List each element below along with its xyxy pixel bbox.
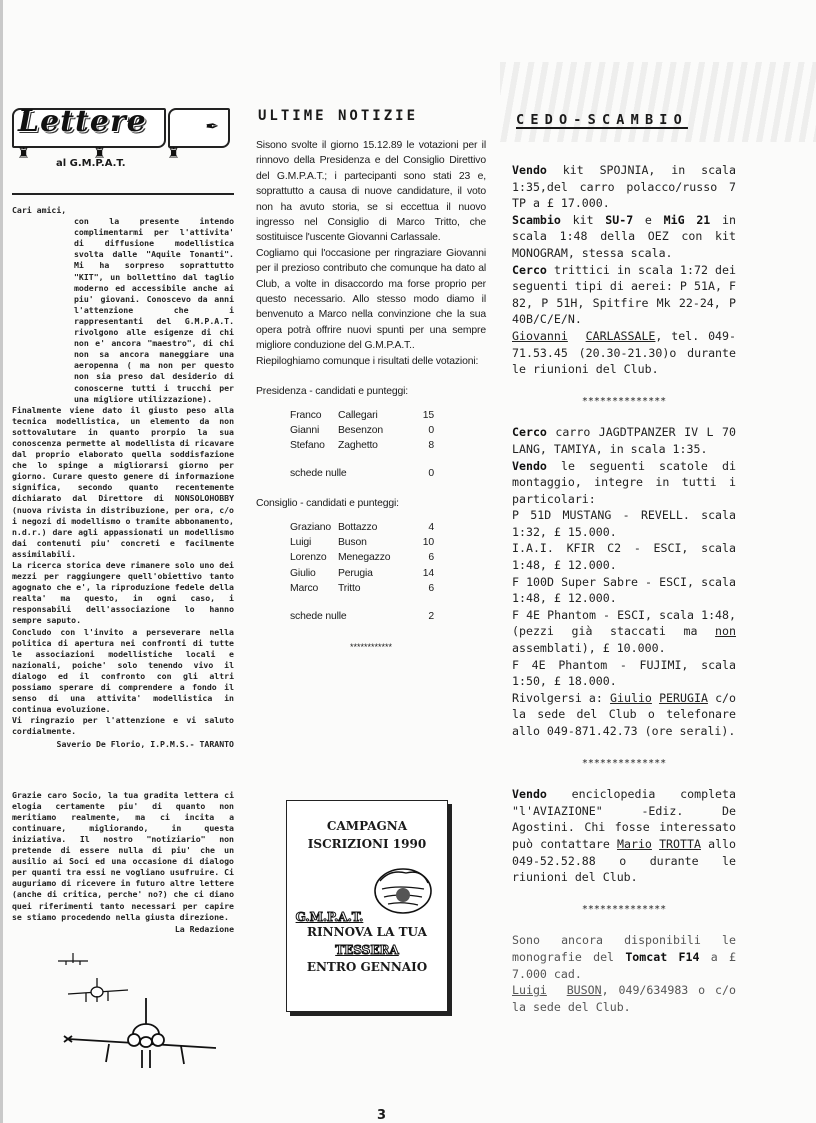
poster-line: CAMPAGNA xyxy=(326,819,408,833)
candidate-score: 14 xyxy=(422,567,434,579)
null-ballots-count: 0 xyxy=(428,467,434,479)
membership-campaign-poster xyxy=(286,800,448,1012)
letter-paragraph: Vi ringrazio per l'attenzione e vi saluto cordialmente. xyxy=(12,715,234,737)
table-row xyxy=(290,438,434,453)
kit-listing: P 51D MUSTANG - REVELL. scala 1:32, £ 15.000. xyxy=(512,508,736,539)
classified-ad xyxy=(512,162,736,378)
jet-small-icon xyxy=(58,953,88,965)
emphasis-text: non xyxy=(715,624,736,639)
candidate-first-name: Lorenzo xyxy=(290,552,327,564)
ad-keyword: MiG 21 xyxy=(663,212,711,227)
presidency-results-table xyxy=(290,408,434,482)
classifieds-column xyxy=(512,112,736,1015)
ad-text: a £ 7.000 cad. xyxy=(512,949,736,981)
null-ballots-count: 2 xyxy=(428,610,434,622)
contact-details: , 049/634983 o c/o la sede del Club. xyxy=(512,983,736,1014)
classified-ad xyxy=(512,424,736,739)
reply-signature: La Redazione xyxy=(174,923,234,934)
table-row xyxy=(290,566,434,581)
null-ballots-label: schede nulle xyxy=(290,610,347,622)
candidate-first-name: Gianni xyxy=(290,424,320,436)
ad-text: enciclopedia completa "l'AVIAZIONE" -Ediz. De Agostini. Chi fosse interessato può contattare xyxy=(512,787,736,851)
news-body xyxy=(256,138,486,655)
letters-logo xyxy=(8,100,238,175)
news-column xyxy=(256,108,486,655)
contact-first-name: Giulio xyxy=(610,690,652,705)
poster-line: ISCRIZIONI 1990 xyxy=(307,837,427,851)
candidate-first-name: Stefano xyxy=(290,440,325,452)
candidate-score: 4 xyxy=(428,521,434,533)
ad-keyword: Vendo xyxy=(512,458,547,473)
candidate-last-name: Menegazzo xyxy=(338,552,391,564)
ad-text: Sono ancora disponibili le monografie del xyxy=(512,933,736,964)
classified-ad xyxy=(512,786,736,886)
ad-keyword: SU-7 xyxy=(605,212,634,227)
classifieds-title: CEDO-SCAMBIO xyxy=(516,112,688,128)
table-row xyxy=(290,550,434,565)
table-row xyxy=(290,423,434,438)
inkwell-icon: ♜ xyxy=(168,142,179,163)
reply-text: Grazie caro Socio, la tua gradita lettera ci elogia certamente piu' di quanto non meritiamo realmente, ma ci incita a continuare, migliorando, in questa iniziativa. Il nostro "notiziario" non pretende di essere nulla di piu' che un ausilio ai Soci ed una occasione di dialogo per quanti tra essi ne vogliano usufruire. Ci auguriamo di ricevere in futuro altre lettere (anche di critica, perche' no?) che ci diano quei riferimenti tanto necessari per capire se stiamo procedendo nella giusta direzione. xyxy=(12,789,234,922)
kit-listing-text: F 4E Phantom - ESCI, scala 1:48, (pezzi già staccati ma xyxy=(512,607,736,639)
contact-first-name: Giovanni xyxy=(512,328,568,343)
kit-listing-text: assemblati), £ 10.000. xyxy=(512,641,666,656)
jet-fighters-illustration xyxy=(36,950,216,1070)
candidate-last-name: Perugia xyxy=(338,567,373,579)
pointing-fist-icon xyxy=(368,859,438,919)
section-separator: ************** xyxy=(581,757,667,769)
contact-last-name: BUSON xyxy=(566,983,602,998)
section-separator: ************ xyxy=(349,641,393,652)
ad-keyword: Cerco xyxy=(512,262,547,277)
kit-listing: F 4E Phantom - FUJIMI, scala 1:50, £ 18.000. xyxy=(512,657,736,689)
ad-keyword: Scambio xyxy=(512,212,561,227)
candidate-last-name: Zaghetto xyxy=(338,440,378,452)
ad-text: kit xyxy=(560,212,606,227)
greeting: Cari amici, xyxy=(12,205,67,215)
editorial-reply xyxy=(12,790,234,935)
letter-paragraph: La ricerca storica deve rimanere solo uno dei mezzi per raggiungere quell'obiettivo tanto agognato che e', la riproduzione fedele della realta' ma questo, in ogni caso, i responsabili dell'associazione lo hanno sempre saputo. xyxy=(12,560,234,626)
ad-keyword: Cerco xyxy=(512,425,547,440)
candidate-first-name: Graziano xyxy=(290,521,331,533)
candidate-first-name: Marco xyxy=(290,583,319,595)
contact-first-name: Mario xyxy=(617,836,652,851)
candidate-score: 0 xyxy=(428,424,434,436)
reader-letter xyxy=(8,205,238,935)
candidate-first-name: Luigi xyxy=(290,536,312,548)
page-number: 3 xyxy=(377,1108,387,1123)
jet-medium-icon xyxy=(68,978,128,1002)
ad-text: carro JAGDTPANZER IV L 70 LANG, TAMIYA, in scala 1:35. xyxy=(512,425,736,456)
section-separator: ************** xyxy=(581,903,667,915)
candidate-score: 6 xyxy=(428,552,434,564)
null-ballots-label: schede nulle xyxy=(290,467,347,479)
candidate-score: 6 xyxy=(428,583,434,595)
candidate-last-name: Buson xyxy=(338,536,367,548)
contact-details: c/o la sede del Club o telefonare allo 049-871.42.73 (ore serali). xyxy=(512,690,737,738)
candidate-score: 15 xyxy=(422,409,434,421)
candidate-last-name: Besenzon xyxy=(338,424,384,436)
ad-keyword: Tomcat F14 xyxy=(625,949,700,964)
candidate-last-name: Tritto xyxy=(338,583,361,595)
news-title: ULTIME NOTIZIE xyxy=(258,108,419,124)
poster-brand: G.M.P.A.T. xyxy=(295,910,364,924)
candidate-score: 10 xyxy=(422,536,434,548)
kit-listing: I.A.I. KFIR C2 - ESCI, scala 1:48, £ 12.000. xyxy=(512,541,736,573)
divider xyxy=(12,193,234,195)
council-results-table xyxy=(290,520,434,624)
ad-text: e xyxy=(633,212,664,227)
kit-listing xyxy=(512,607,736,657)
contact-last-name: PERUGIA xyxy=(659,690,708,705)
table-row xyxy=(290,581,434,596)
letter-paragraph: Finalmente viene dato il giusto peso alla tecnica modellistica, un elemento da non sottovalutare in quanto prorpio la sua conoscenza permette al modellista di ricavare dal proprio elaborato quella soddisfazione che lo spinge a migliorarsi giorno per giorno. Curare questo genere di informazione significa, secondo quanto recentemente dichiarato dal Direttore di NONSOLOHOBBY (nuova rivista in distribuzione, per ora, c/o i negozi di modellismo o tramite abbonamento, n.d.r.) dare agli appassionati un modellismo dai contenuti piu' concreti e facilmente assimilabili. xyxy=(12,404,234,559)
ad-keyword: Vendo xyxy=(512,787,547,802)
table-row xyxy=(290,520,434,535)
contact-last-name: CARLASSALE xyxy=(585,328,656,343)
table-row-null-ballots xyxy=(290,609,434,624)
council-heading: Consiglio - candidati e punteggi: xyxy=(256,498,399,510)
letters-column xyxy=(8,100,238,935)
table-row xyxy=(290,535,434,550)
contact-details: allo 049-52.52.88 o durante le riunioni del Club. xyxy=(512,836,737,885)
poster-line: RINNOVA LA TUA xyxy=(307,925,427,939)
contact-prefix: Rivolgersi a: xyxy=(512,690,611,705)
ad-text: kit SPOJNIA, in scala 1:35,del carro polacco/russo 7 TP a £ 17.000. xyxy=(512,163,736,211)
candidate-last-name: Bottazzo xyxy=(338,521,378,533)
letter-signature: Saverio De Florio, I.P.M.S.- TARANTO xyxy=(56,738,234,749)
ad-text: trittici in scala 1:72 dei seguenti tipi di aerei: P 51A, F 82, P 51H, Spitfire Mk 22-24, P 40B/C/E/N. xyxy=(512,262,736,327)
poster-line-highlight: TESSERA xyxy=(335,943,399,957)
page-edge-shadow xyxy=(0,0,3,1123)
news-paragraph: Riepiloghiamo comunque i risultati delle votazioni: xyxy=(256,355,479,367)
inkwell-icon: ♜ xyxy=(94,142,105,163)
presidency-heading: Presidenza - candidati e punteggi: xyxy=(256,386,409,398)
ad-keyword: Vendo xyxy=(512,163,547,177)
inkwell-icon: ♜ xyxy=(18,142,29,163)
quill-icon: ✒ xyxy=(206,112,219,136)
classified-ad xyxy=(512,932,736,1015)
poster-line: ENTRO GENNAIO xyxy=(306,960,428,974)
jet-large-icon xyxy=(64,998,216,1068)
section-separator: ************** xyxy=(581,395,667,407)
letter-paragraph: con la presente intendo complimentarmi per l'attivita' di diffusione modellistica svolta dalle "Aquile Tonanti". Mi ha sorpreso soprattutto "KIT", un bollettino dal taglio moderno ed accessibile anche ai piu' giovani. Conoscevo da anni l'attenzione che i rappresentanti del G.M.P.A.T. rivolgono alle esigenze di chi non e' ancora "maestro", di chi non sa ancora maneggiare una aeropenna ( ma non per questo non sia preso dal desiderio di conoscerne tutti i trucchi per una migliore utilizzazione). xyxy=(74,216,234,404)
news-paragraph: Cogliamo qui l'occasione per ringraziare Giovanni per il prezioso contributo che comunque ha dato al Club, a volte in disaccordo ma forse proprio per questo necessario. Allo stesso modo diamo il benvenuto a Marco nella convinzione che la sua opera potrà offrire nuovi spunti per una sempre migliore conduzione del G.M.P.A.T.. xyxy=(256,247,486,352)
candidate-score: 8 xyxy=(428,440,434,452)
letter-paragraph: Concludo con l'invito a perseverare nella politica di apertura nei confronti di tutte le associazioni modellistiche locali e nazionali, poiche' solo tenendo vivo il dialogo ed il confronto con gli altri possiamo sperare di comprendere a fondo il senso di una attivita' modellistica in continua evoluzione. xyxy=(12,626,234,715)
table-row-null-ballots xyxy=(290,466,434,481)
contact-last-name: TROTTA xyxy=(659,836,701,851)
classifieds-body xyxy=(512,162,736,1015)
contact-details: , tel. 049-71.53.45 (20.30-21.30)o durante le riunioni del Club. xyxy=(512,328,736,377)
kit-listing: F 100D Super Sabre - ESCI, scala 1:48, £ 12.000. xyxy=(512,574,736,606)
ad-text: le seguenti scatole di montaggio, integre in tutti i particolari: xyxy=(512,458,736,506)
table-row xyxy=(290,408,434,423)
news-paragraph: Sisono svolte il giorno 15.12.89 le votazioni per il rinnovo della Presidenza e del Consiglio Direttivo del G.M.P.A.T.; i partecipanti sono stati 23 e, soprattutto a causa di nuove candidature, il voto non ha avuto storia, se si eccettua il nuovo ingresso nel Consiglio di Marco Tritto, che sostituisce l'uscente Giovanni Carlassale. xyxy=(256,140,486,244)
logo-subtitle: al G.M.P.A.T. xyxy=(56,158,126,169)
candidate-last-name: Callegari xyxy=(338,409,378,421)
contact-first-name: Luigi xyxy=(512,983,547,998)
candidate-first-name: Franco xyxy=(290,409,322,421)
logo-title: Lettere xyxy=(18,104,147,139)
ad-text: in scala 1:48 della OEZ con kit MONOGRAM, stessa scala. xyxy=(512,212,736,260)
candidate-first-name: Giulio xyxy=(290,567,316,579)
